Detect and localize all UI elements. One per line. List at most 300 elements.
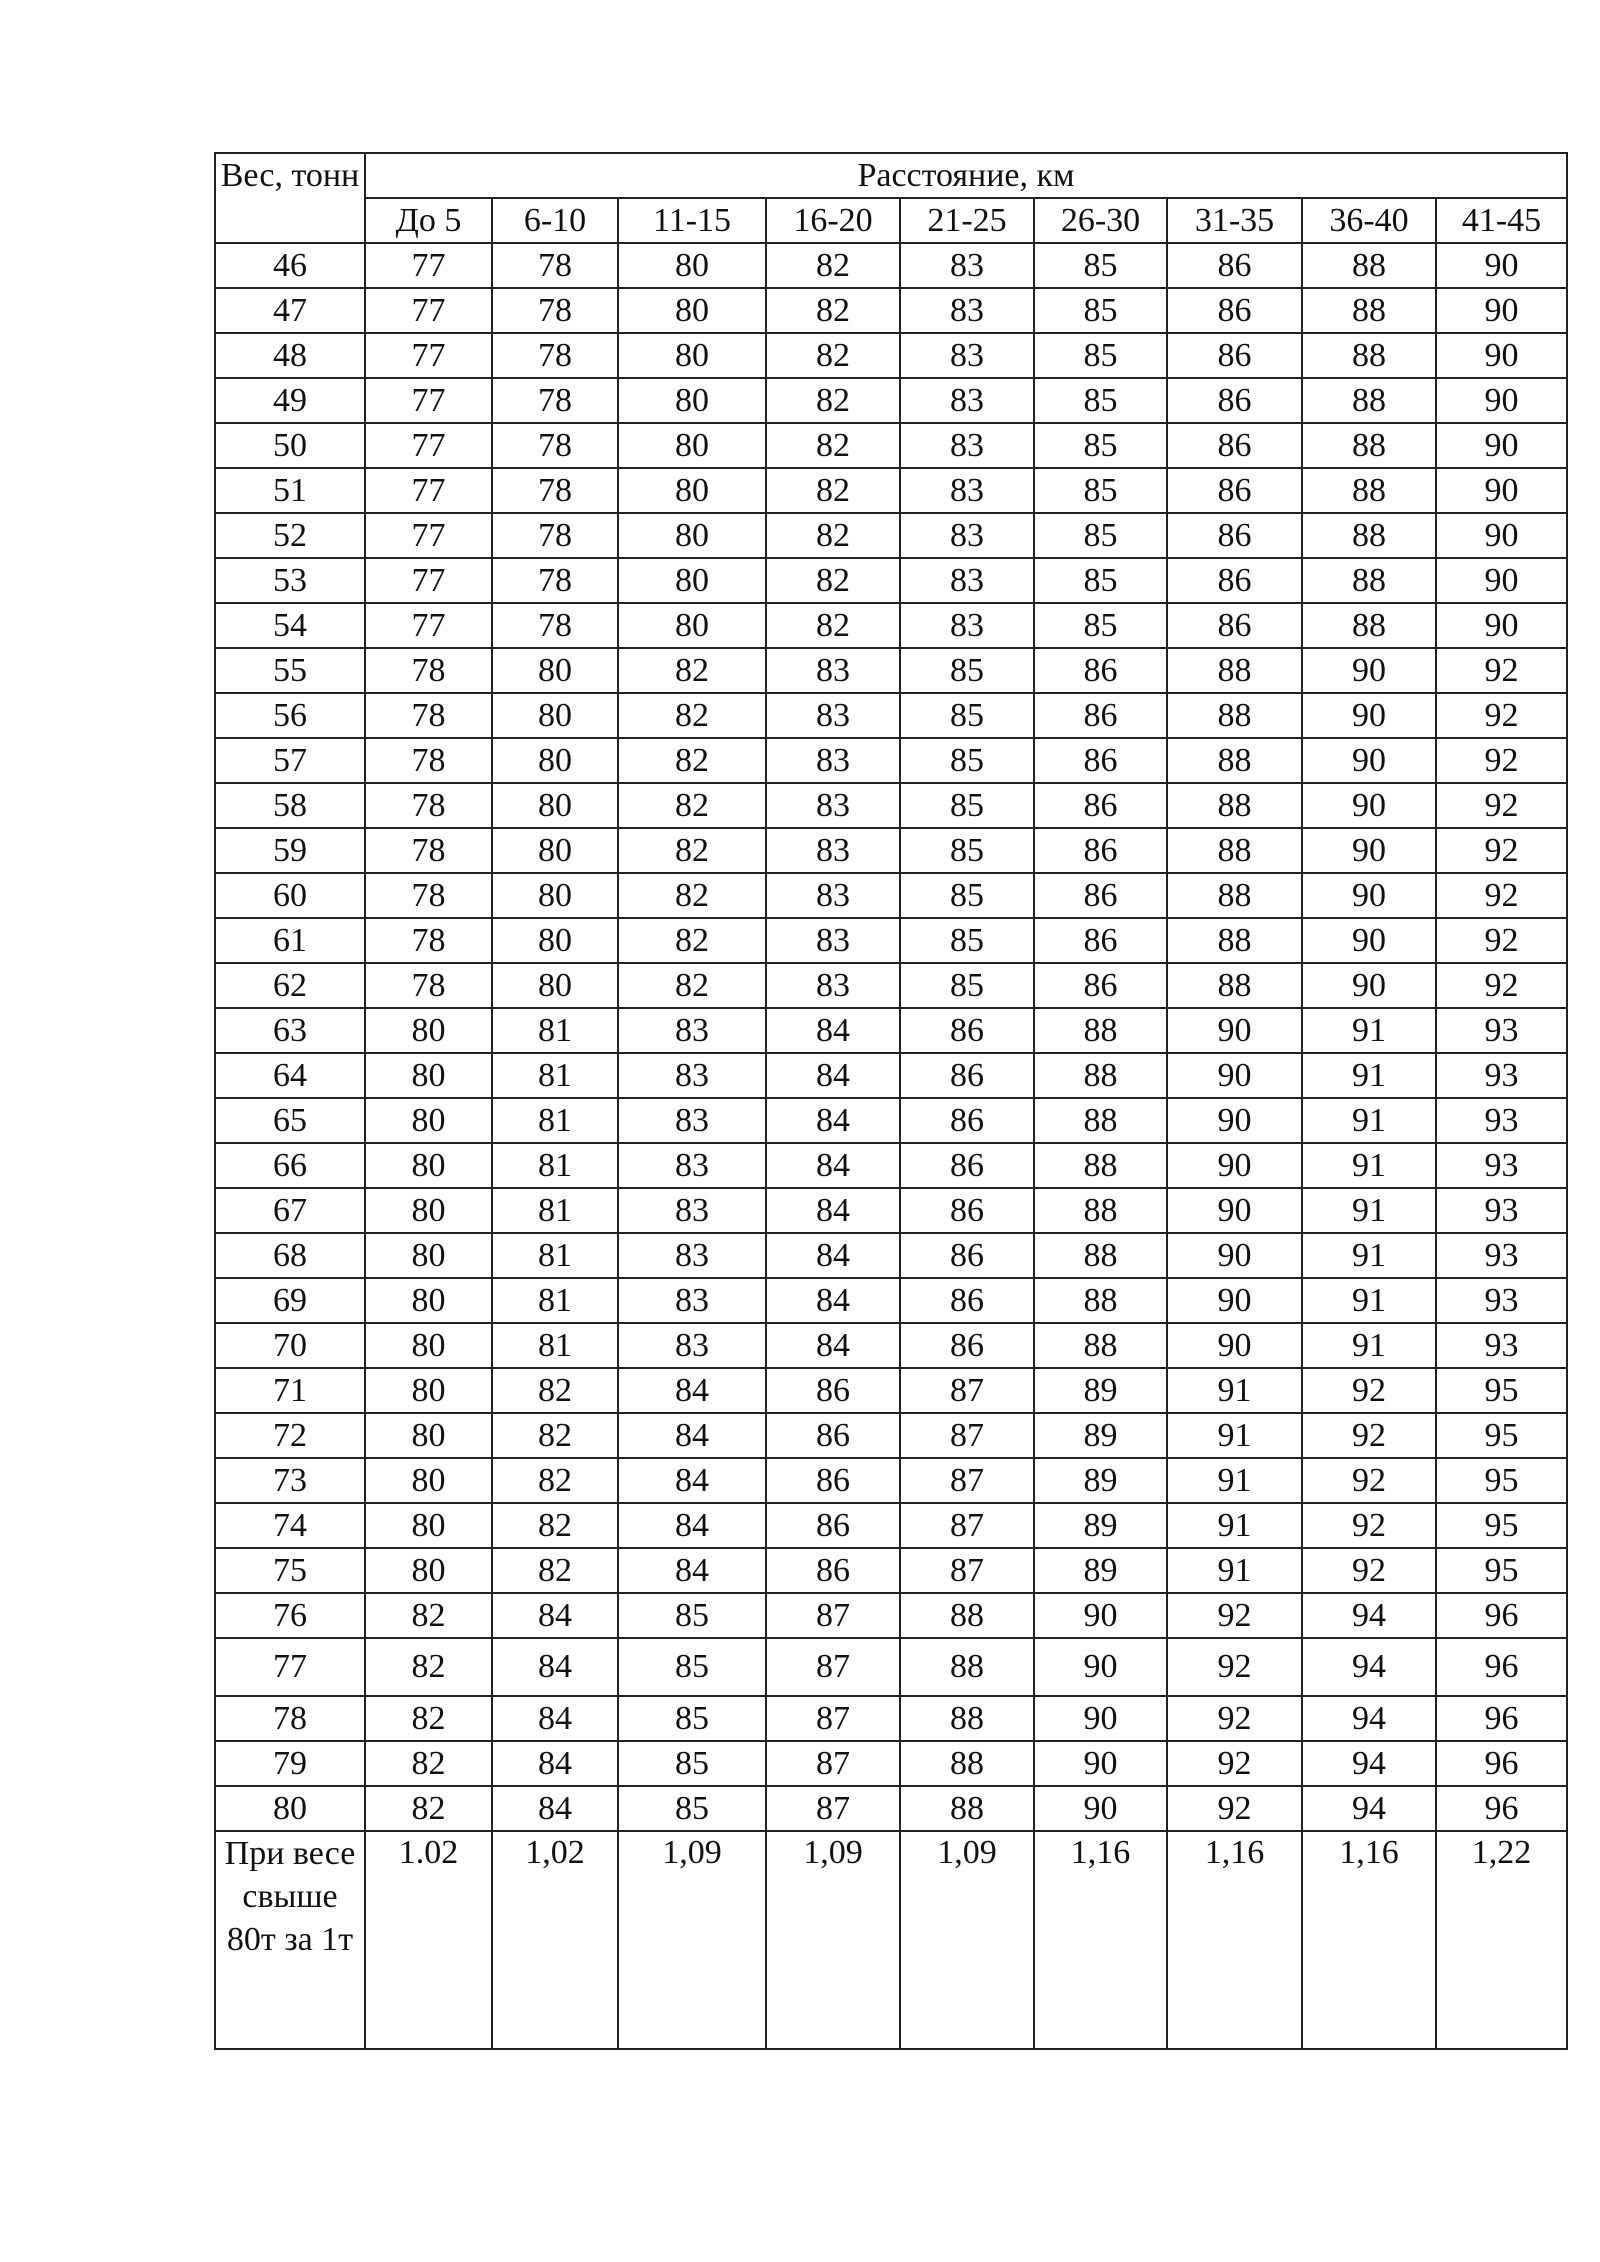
rate-cell: 78	[492, 558, 618, 603]
rate-cell: 77	[365, 603, 492, 648]
rate-cell: 96	[1436, 1786, 1567, 1831]
table-row	[215, 648, 1567, 693]
weight-cell: 56	[215, 693, 365, 738]
table-row	[215, 1098, 1567, 1143]
rate-cell: 81	[492, 1053, 618, 1098]
rate-cell: 82	[365, 1786, 492, 1831]
rate-cell: 95	[1436, 1458, 1567, 1503]
rate-cell: 84	[766, 1233, 900, 1278]
rate-cell: 92	[1436, 648, 1567, 693]
table-row	[215, 1188, 1567, 1233]
table-row	[215, 693, 1567, 738]
rate-cell: 80	[492, 873, 618, 918]
rate-cell: 83	[900, 423, 1034, 468]
rate-cell: 78	[492, 243, 618, 288]
weight-cell: 50	[215, 423, 365, 468]
rate-cell: 83	[766, 828, 900, 873]
surcharge-rate-cell: 1,09	[900, 1831, 1034, 2049]
rate-cell: 91	[1302, 1233, 1436, 1278]
rate-cell: 77	[365, 378, 492, 423]
rate-cell: 83	[618, 1188, 766, 1233]
rate-cell: 85	[900, 918, 1034, 963]
header-row-distance	[215, 153, 1567, 198]
rate-cell: 85	[618, 1593, 766, 1638]
rate-cell: 88	[1302, 423, 1436, 468]
rate-cell: 93	[1436, 1278, 1567, 1323]
rate-cell: 85	[1034, 243, 1167, 288]
rate-cell: 78	[365, 963, 492, 1008]
rate-cell: 92	[1167, 1593, 1302, 1638]
rate-cell: 82	[492, 1368, 618, 1413]
rate-cell: 86	[1034, 918, 1167, 963]
rate-cell: 80	[492, 828, 618, 873]
rate-cell: 90	[1034, 1593, 1167, 1638]
rate-cell: 80	[365, 1458, 492, 1503]
rate-cell: 88	[900, 1741, 1034, 1786]
table-row	[215, 1503, 1567, 1548]
rate-cell: 81	[492, 1278, 618, 1323]
rate-cell: 88	[1167, 963, 1302, 1008]
rate-cell: 91	[1302, 1053, 1436, 1098]
rate-cell: 80	[618, 468, 766, 513]
rate-cell: 85	[618, 1696, 766, 1741]
surcharge-rate-cell: 1,09	[766, 1831, 900, 2049]
header-row-ranges	[215, 198, 1567, 243]
weight-cell: 48	[215, 333, 365, 378]
rate-cell: 82	[618, 738, 766, 783]
rate-cell: 90	[1436, 423, 1567, 468]
distance-range-header: 41-45	[1436, 198, 1567, 243]
rate-cell: 91	[1302, 1008, 1436, 1053]
rate-cell: 91	[1302, 1143, 1436, 1188]
table-row	[215, 1548, 1567, 1593]
rate-cell: 90	[1436, 603, 1567, 648]
rate-cell: 84	[766, 1323, 900, 1368]
rate-cell: 92	[1302, 1368, 1436, 1413]
rate-cell: 90	[1302, 918, 1436, 963]
table-row	[215, 1323, 1567, 1368]
rate-cell: 87	[766, 1696, 900, 1741]
rate-cell: 82	[766, 423, 900, 468]
rate-cell: 87	[900, 1458, 1034, 1503]
rate-cell: 91	[1302, 1278, 1436, 1323]
rate-cell: 80	[365, 1098, 492, 1143]
rate-cell: 90	[1034, 1786, 1167, 1831]
rate-cell: 77	[365, 558, 492, 603]
rate-cell: 93	[1436, 1098, 1567, 1143]
rate-cell: 92	[1436, 918, 1567, 963]
rate-cell: 77	[365, 468, 492, 513]
table-row	[215, 918, 1567, 963]
rate-cell: 81	[492, 1143, 618, 1188]
rate-cell: 91	[1302, 1323, 1436, 1368]
rate-cell: 88	[1034, 1323, 1167, 1368]
rate-cell: 82	[766, 333, 900, 378]
rate-cell: 88	[1302, 468, 1436, 513]
rate-cell: 88	[900, 1593, 1034, 1638]
rate-cell: 92	[1302, 1458, 1436, 1503]
rate-cell: 77	[365, 333, 492, 378]
rate-cell: 88	[1034, 1233, 1167, 1278]
rate-cell: 86	[766, 1368, 900, 1413]
rate-cell: 78	[492, 423, 618, 468]
rate-cell: 83	[618, 1098, 766, 1143]
rate-cell: 93	[1436, 1143, 1567, 1188]
rate-cell: 82	[618, 918, 766, 963]
rate-cell: 92	[1436, 828, 1567, 873]
rate-cell: 78	[492, 513, 618, 558]
rate-cell: 82	[492, 1503, 618, 1548]
rate-cell: 83	[618, 1278, 766, 1323]
rate-cell: 92	[1436, 963, 1567, 1008]
rate-cell: 86	[900, 1053, 1034, 1098]
rate-cell: 92	[1302, 1548, 1436, 1593]
rate-cell: 81	[492, 1008, 618, 1053]
rate-cell: 80	[492, 738, 618, 783]
rate-cell: 92	[1302, 1413, 1436, 1458]
rate-cell: 83	[766, 963, 900, 1008]
weight-cell: 69	[215, 1278, 365, 1323]
table-row	[215, 603, 1567, 648]
rate-cell: 82	[618, 963, 766, 1008]
surcharge-rate-cell: 1,16	[1167, 1831, 1302, 2049]
rate-cell: 83	[900, 243, 1034, 288]
rate-cell: 92	[1436, 783, 1567, 828]
table-row	[215, 1278, 1567, 1323]
weight-cell: 59	[215, 828, 365, 873]
rate-cell: 94	[1302, 1786, 1436, 1831]
rate-cell: 87	[766, 1593, 900, 1638]
rate-cell: 84	[618, 1503, 766, 1548]
rate-cell: 82	[365, 1593, 492, 1638]
rate-cell: 92	[1167, 1741, 1302, 1786]
rate-cell: 89	[1034, 1368, 1167, 1413]
rate-cell: 82	[365, 1638, 492, 1696]
rate-cell: 86	[1034, 783, 1167, 828]
weight-cell: 77	[215, 1638, 365, 1696]
rate-cell: 91	[1167, 1368, 1302, 1413]
rate-cell: 85	[1034, 288, 1167, 333]
weight-cell: 51	[215, 468, 365, 513]
rate-cell: 88	[1302, 603, 1436, 648]
distance-range-header: 36-40	[1302, 198, 1436, 243]
rate-cell: 88	[1302, 333, 1436, 378]
rate-cell: 83	[766, 693, 900, 738]
weight-cell: 49	[215, 378, 365, 423]
rate-cell: 82	[766, 288, 900, 333]
rate-cell: 96	[1436, 1638, 1567, 1696]
rate-cell: 86	[900, 1233, 1034, 1278]
rate-cell: 83	[900, 288, 1034, 333]
rate-cell: 84	[618, 1413, 766, 1458]
rate-cell: 80	[365, 1278, 492, 1323]
rate-cell: 77	[365, 423, 492, 468]
surcharge-rate-cell: 1,02	[492, 1831, 618, 2049]
rate-cell: 84	[492, 1696, 618, 1741]
weight-cell: 55	[215, 648, 365, 693]
rate-cell: 82	[618, 693, 766, 738]
rate-cell: 94	[1302, 1593, 1436, 1638]
rate-cell: 88	[900, 1638, 1034, 1696]
rate-cell: 84	[492, 1741, 618, 1786]
rate-cell: 80	[618, 378, 766, 423]
rate-cell: 84	[618, 1458, 766, 1503]
rate-cell: 85	[1034, 423, 1167, 468]
table-row	[215, 1696, 1567, 1741]
table-row	[215, 288, 1567, 333]
rate-cell: 91	[1302, 1188, 1436, 1233]
tariff-table	[214, 152, 1568, 2050]
rate-cell: 82	[365, 1741, 492, 1786]
rate-cell: 85	[1034, 378, 1167, 423]
weight-cell: 80	[215, 1786, 365, 1831]
rate-cell: 91	[1167, 1458, 1302, 1503]
rate-cell: 80	[365, 1143, 492, 1188]
rate-cell: 90	[1167, 1053, 1302, 1098]
rate-cell: 86	[1167, 333, 1302, 378]
table-row	[215, 1008, 1567, 1053]
weight-cell: 76	[215, 1593, 365, 1638]
rate-cell: 86	[1167, 243, 1302, 288]
rate-cell: 90	[1167, 1008, 1302, 1053]
distance-range-header: До 5	[365, 198, 492, 243]
surcharge-rate-cell: 1,16	[1302, 1831, 1436, 2049]
rate-cell: 80	[492, 783, 618, 828]
rate-cell: 86	[1167, 513, 1302, 558]
rate-cell: 78	[492, 603, 618, 648]
rate-cell: 95	[1436, 1548, 1567, 1593]
rate-cell: 82	[492, 1548, 618, 1593]
rate-cell: 91	[1167, 1548, 1302, 1593]
rate-cell: 92	[1167, 1638, 1302, 1696]
rate-cell: 90	[1436, 558, 1567, 603]
rate-cell: 84	[618, 1548, 766, 1593]
rate-cell: 85	[900, 873, 1034, 918]
rate-cell: 86	[1034, 648, 1167, 693]
rate-cell: 84	[766, 1278, 900, 1323]
rate-cell: 82	[766, 603, 900, 648]
rate-cell: 91	[1167, 1413, 1302, 1458]
weight-cell: 64	[215, 1053, 365, 1098]
rate-cell: 77	[365, 513, 492, 558]
distance-range-header: 6-10	[492, 198, 618, 243]
rate-cell: 80	[365, 1053, 492, 1098]
rate-cell: 83	[900, 333, 1034, 378]
table-row	[215, 1786, 1567, 1831]
rate-cell: 87	[900, 1413, 1034, 1458]
rate-cell: 78	[492, 378, 618, 423]
rate-cell: 86	[900, 1323, 1034, 1368]
rate-cell: 83	[900, 468, 1034, 513]
rate-cell: 81	[492, 1188, 618, 1233]
rate-cell: 78	[492, 288, 618, 333]
rate-cell: 88	[1302, 288, 1436, 333]
rate-cell: 88	[1034, 1053, 1167, 1098]
table-row	[215, 963, 1567, 1008]
surcharge-rate-cell: 1,16	[1034, 1831, 1167, 2049]
rate-cell: 78	[492, 468, 618, 513]
rate-cell: 83	[766, 873, 900, 918]
weight-cell: 73	[215, 1458, 365, 1503]
rate-cell: 80	[365, 1548, 492, 1593]
rate-cell: 87	[766, 1741, 900, 1786]
rate-cell: 90	[1302, 873, 1436, 918]
rate-cell: 81	[492, 1098, 618, 1143]
rate-cell: 80	[618, 288, 766, 333]
weight-cell: 61	[215, 918, 365, 963]
rate-cell: 80	[618, 243, 766, 288]
rate-cell: 88	[900, 1786, 1034, 1831]
rate-cell: 94	[1302, 1696, 1436, 1741]
surcharge-row	[215, 1831, 1567, 2049]
rate-cell: 83	[900, 378, 1034, 423]
table-row	[215, 243, 1567, 288]
rate-cell: 90	[1167, 1098, 1302, 1143]
rate-cell: 86	[900, 1188, 1034, 1233]
rate-cell: 82	[492, 1413, 618, 1458]
rate-cell: 92	[1436, 693, 1567, 738]
distance-range-header: 16-20	[766, 198, 900, 243]
rate-cell: 77	[365, 243, 492, 288]
table-body	[215, 153, 1567, 2049]
rate-cell: 88	[1167, 648, 1302, 693]
rate-cell: 85	[1034, 333, 1167, 378]
weight-cell: 66	[215, 1143, 365, 1188]
rate-cell: 88	[1302, 378, 1436, 423]
surcharge-rate-cell: 1.02	[365, 1831, 492, 2049]
rate-cell: 85	[618, 1786, 766, 1831]
rate-cell: 89	[1034, 1503, 1167, 1548]
rate-cell: 86	[900, 1008, 1034, 1053]
rate-cell: 80	[618, 513, 766, 558]
rate-cell: 80	[365, 1368, 492, 1413]
rate-cell: 86	[1034, 738, 1167, 783]
rate-cell: 80	[618, 558, 766, 603]
rate-cell: 82	[766, 468, 900, 513]
rate-cell: 91	[1167, 1503, 1302, 1548]
rate-cell: 78	[365, 873, 492, 918]
rate-cell: 90	[1436, 378, 1567, 423]
weight-cell: 79	[215, 1741, 365, 1786]
rate-cell: 90	[1436, 513, 1567, 558]
rate-cell: 86	[766, 1548, 900, 1593]
rate-cell: 80	[365, 1323, 492, 1368]
rate-cell: 85	[618, 1638, 766, 1696]
rate-cell: 88	[1034, 1143, 1167, 1188]
weight-cell: 53	[215, 558, 365, 603]
surcharge-rate-cell: 1,09	[618, 1831, 766, 2049]
rate-cell: 84	[492, 1593, 618, 1638]
rate-cell: 82	[766, 513, 900, 558]
rate-cell: 88	[1034, 1278, 1167, 1323]
weight-cell: 65	[215, 1098, 365, 1143]
rate-cell: 86	[1034, 693, 1167, 738]
rate-cell: 90	[1302, 693, 1436, 738]
distance-range-header: 26-30	[1034, 198, 1167, 243]
table-row	[215, 1458, 1567, 1503]
rate-cell: 84	[492, 1786, 618, 1831]
rate-cell: 81	[492, 1323, 618, 1368]
rate-cell: 96	[1436, 1696, 1567, 1741]
table-row	[215, 378, 1567, 423]
rate-cell: 80	[365, 1233, 492, 1278]
table-row	[215, 513, 1567, 558]
rate-cell: 88	[1167, 828, 1302, 873]
rate-cell: 84	[766, 1188, 900, 1233]
rate-cell: 84	[766, 1098, 900, 1143]
rate-cell: 80	[365, 1008, 492, 1053]
rate-cell: 90	[1167, 1323, 1302, 1368]
rate-cell: 90	[1034, 1638, 1167, 1696]
rate-cell: 88	[1302, 243, 1436, 288]
rate-cell: 86	[900, 1278, 1034, 1323]
weight-cell: 74	[215, 1503, 365, 1548]
rate-cell: 90	[1436, 333, 1567, 378]
rate-cell: 86	[766, 1413, 900, 1458]
rate-cell: 92	[1167, 1696, 1302, 1741]
rate-cell: 83	[766, 648, 900, 693]
rate-cell: 88	[1302, 513, 1436, 558]
rate-cell: 86	[1167, 378, 1302, 423]
rate-cell: 94	[1302, 1741, 1436, 1786]
table-row	[215, 1368, 1567, 1413]
rate-cell: 86	[1167, 288, 1302, 333]
rate-cell: 84	[492, 1638, 618, 1696]
rate-cell: 93	[1436, 1233, 1567, 1278]
rate-cell: 83	[618, 1008, 766, 1053]
rate-cell: 87	[900, 1548, 1034, 1593]
rate-cell: 90	[1167, 1188, 1302, 1233]
rate-cell: 78	[365, 738, 492, 783]
rate-cell: 84	[766, 1143, 900, 1188]
distance-column-header: Расстояние, км	[365, 153, 1567, 198]
weight-cell: 75	[215, 1548, 365, 1593]
rate-cell: 82	[492, 1458, 618, 1503]
rate-cell: 95	[1436, 1413, 1567, 1458]
rate-cell: 92	[1436, 873, 1567, 918]
table-row	[215, 558, 1567, 603]
rate-cell: 82	[766, 558, 900, 603]
rate-cell: 86	[766, 1458, 900, 1503]
rate-cell: 87	[900, 1503, 1034, 1548]
rate-cell: 80	[492, 918, 618, 963]
rate-cell: 87	[766, 1786, 900, 1831]
rate-cell: 90	[1167, 1233, 1302, 1278]
rate-cell: 80	[365, 1503, 492, 1548]
weight-column-header: Вес, тонн	[215, 153, 365, 243]
weight-cell: 57	[215, 738, 365, 783]
rate-cell: 88	[1034, 1008, 1167, 1053]
rate-cell: 77	[365, 288, 492, 333]
rate-cell: 85	[900, 783, 1034, 828]
rate-cell: 88	[900, 1696, 1034, 1741]
rate-cell: 85	[900, 738, 1034, 783]
table-row	[215, 423, 1567, 468]
rate-cell: 90	[1034, 1696, 1167, 1741]
rate-cell: 83	[900, 603, 1034, 648]
weight-cell: 67	[215, 1188, 365, 1233]
rate-cell: 80	[365, 1188, 492, 1233]
weight-cell: 60	[215, 873, 365, 918]
rate-cell: 96	[1436, 1741, 1567, 1786]
rate-cell: 85	[900, 828, 1034, 873]
distance-range-header: 31-35	[1167, 198, 1302, 243]
rate-cell: 85	[900, 648, 1034, 693]
weight-cell: 68	[215, 1233, 365, 1278]
rate-cell: 90	[1436, 468, 1567, 513]
rate-cell: 95	[1436, 1503, 1567, 1548]
weight-cell: 58	[215, 783, 365, 828]
